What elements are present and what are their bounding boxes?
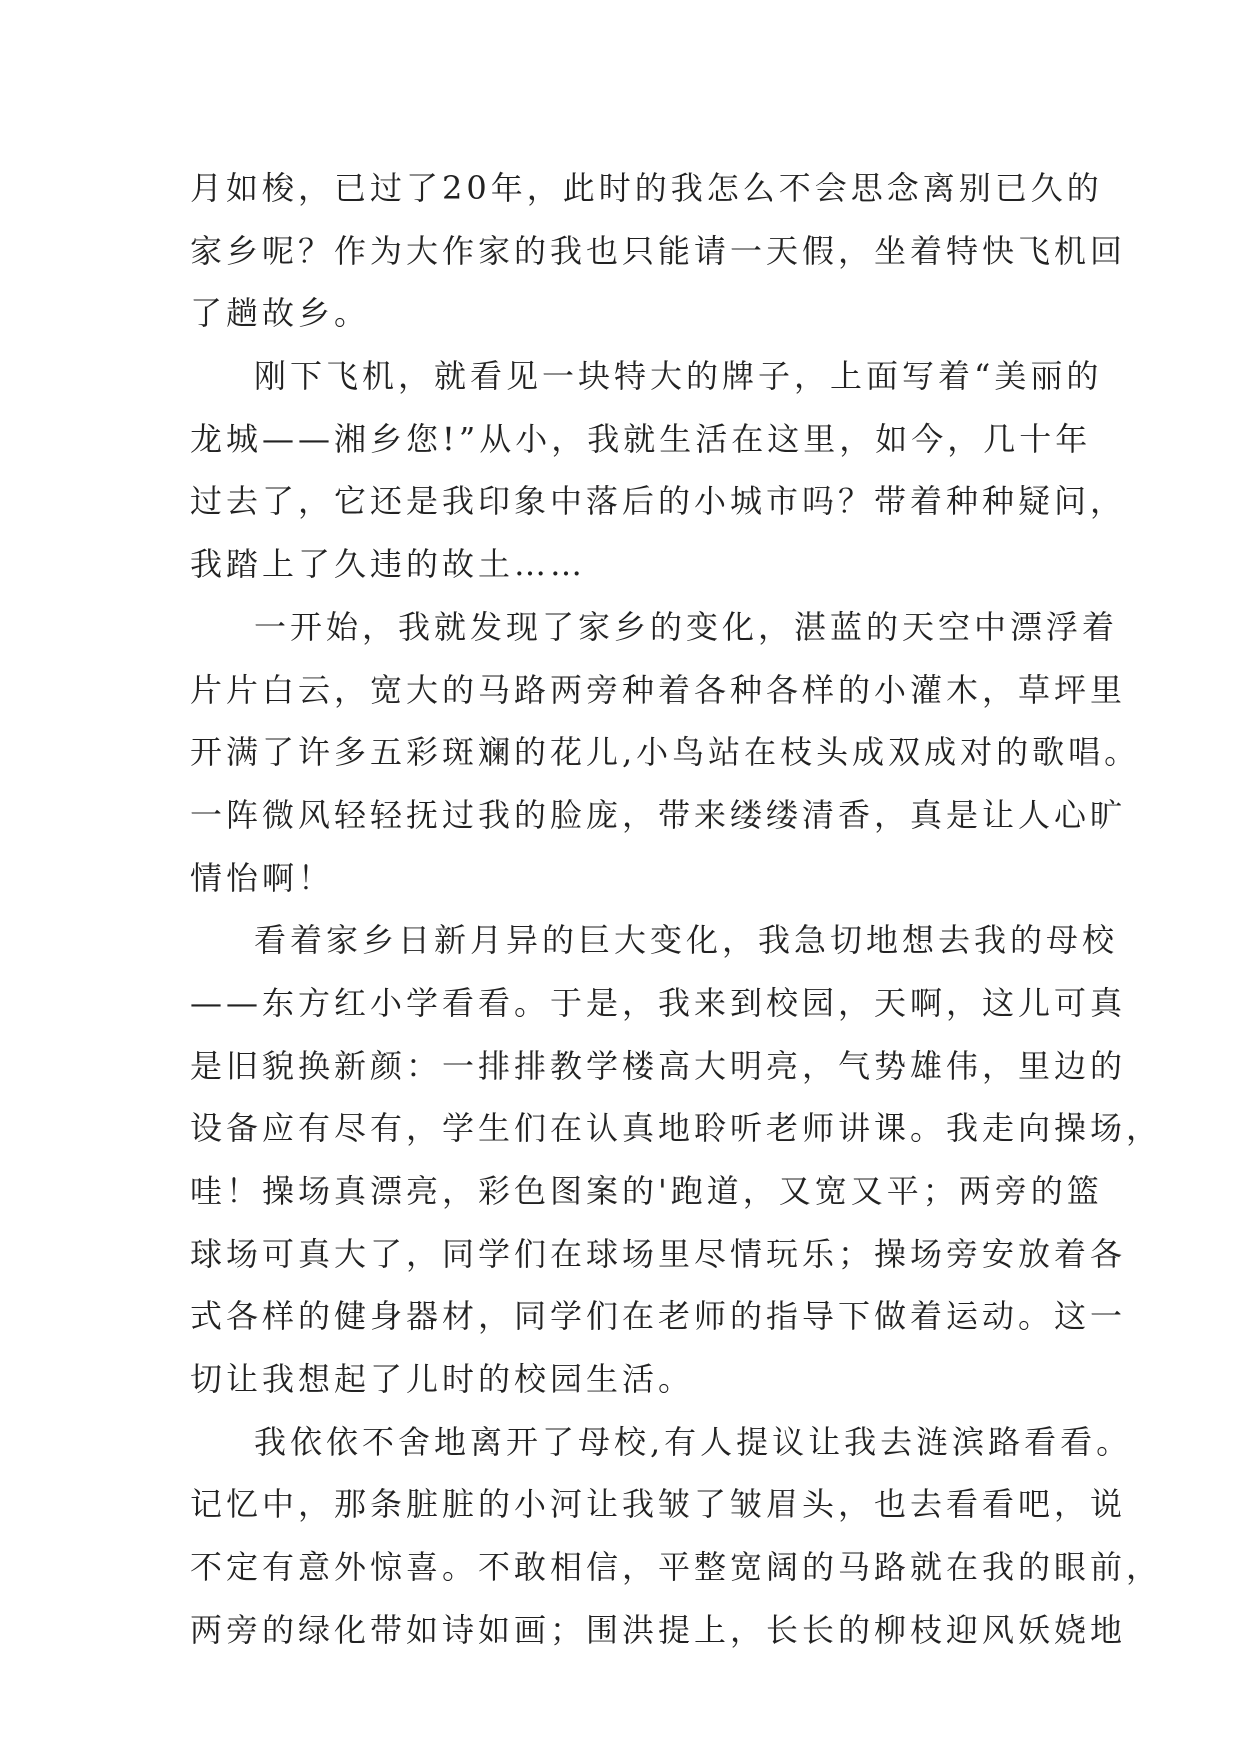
text-line: ——东方红小学看看。于是，我来到校园，天啊，这儿可真 [190,983,1127,1022]
essay-body [190,157,1163,1662]
text-line: 刚下飞机，就看见一块特大的牌子，上面写着“美丽的 [254,357,1103,396]
text-line: 一开始，我就发现了家乡的变化，湛蓝的天空中漂浮着 [254,607,1119,646]
text-line: 两旁的绿化带如诗如画；围洪提上，长长的柳枝迎风妖娆地 [190,1610,1127,1649]
text-line: 了趟故乡。 [190,294,371,333]
text-line: 一阵微风轻轻抚过我的脸庞，带来缕缕清香，真是让人心旷 [190,795,1127,834]
text-line: 月如梭，已过了20年，此时的我怎么不会思念离别已久的 [190,169,1103,207]
text-line: 不定有意外惊喜。不敢相信，平整宽阔的马路就在我的眼前， [190,1548,1163,1587]
text-line: 式各样的健身器材，同学们在老师的指导下做着运动。这一 [190,1297,1127,1336]
text-line: 是旧貌换新颜：一排排教学楼高大明亮，气势雄伟，里边的 [190,1046,1127,1085]
text-line: 记忆中，那条脏脏的小河让我皱了皱眉头，也去看看吧，说 [190,1485,1127,1524]
text-line: 哇！操场真漂亮，彩色图案的'跑道，又宽又平；两旁的篮 [190,1172,1103,1210]
text-line: 看着家乡日新月异的巨大变化，我急切地想去我的母校 [254,921,1119,960]
text-line: 我踏上了久违的故土…… [190,545,587,584]
text-line: 片片白云，宽大的马路两旁种着各种各样的小灌木，草坪里 [190,670,1127,709]
text-line: 设备应有尽有，学生们在认真地聆听老师讲课。我走向操场， [190,1109,1163,1148]
text-line: 家乡呢？作为大作家的我也只能请一天假，坐着特快飞机回 [190,231,1127,270]
text-line: 开满了许多五彩斑斓的花儿,小鸟站在枝头成双成对的歌唱。 [190,733,1141,772]
text-line: 我依依不舍地离开了母校,有人提议让我去涟滨路看看。 [254,1422,1133,1461]
text-line: 情怡啊！ [190,858,335,897]
text-line: 切让我想起了儿时的校园生活。 [190,1360,695,1399]
text-line: 龙城——湘乡您!”从小，我就生活在这里，如今，几十年 [190,419,1092,458]
text-line: 球场可真大了，同学们在球场里尽情玩乐；操场旁安放着各 [190,1234,1127,1273]
text-line: 过去了，它还是我印象中落后的小城市吗？带着种种疑问， [190,482,1127,521]
